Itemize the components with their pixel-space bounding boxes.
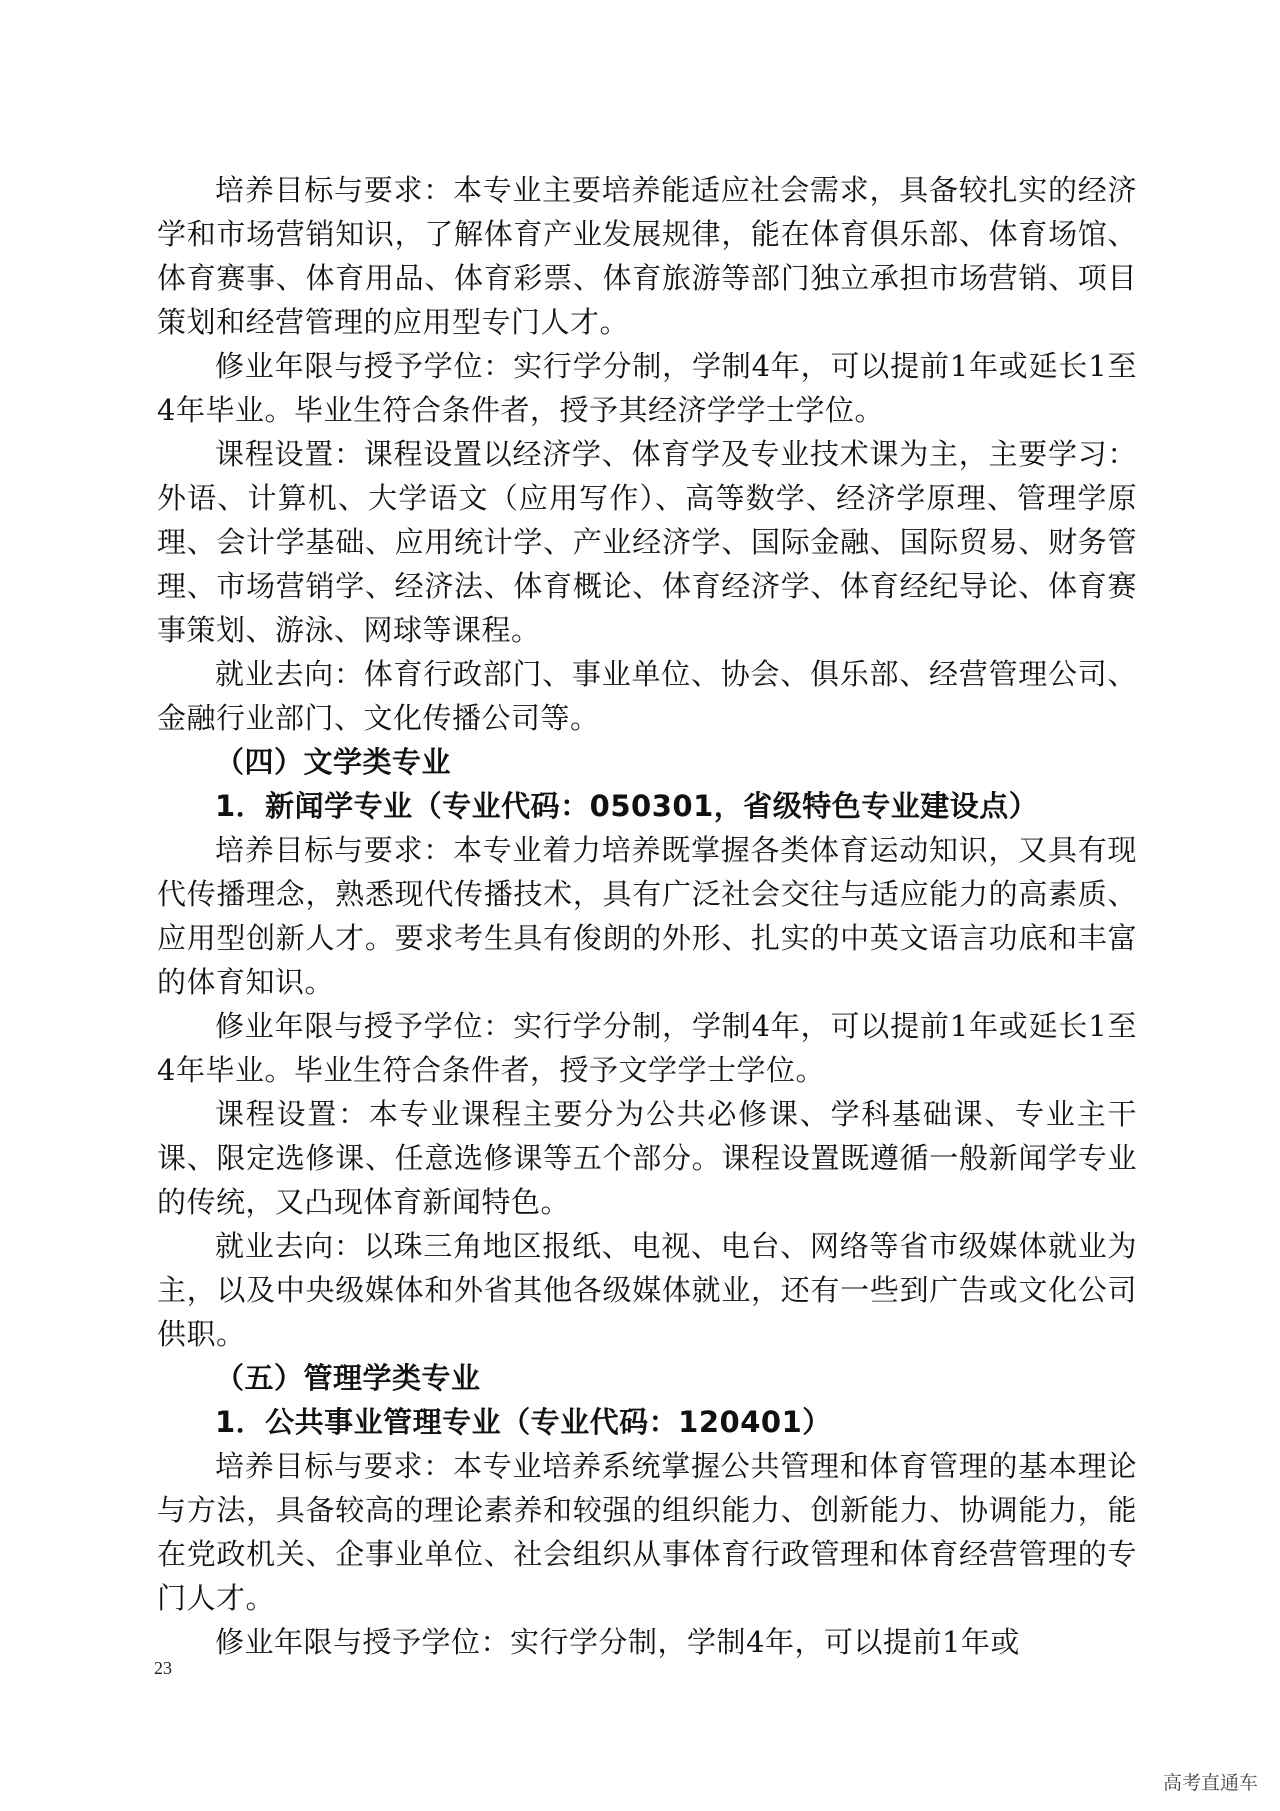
- paragraph-curriculum-journalism: 课程设置：本专业课程主要分为公共必修课、学科基础课、专业主干课、限定选修课、任意选修课等五个部分。课程设置既遵循一般新闻学专业的传统，又凸现体育新闻特色。: [157, 1097, 1137, 1219]
- body-text: [157, 168, 1137, 1664]
- paragraph-training-goals-econ: 培养目标与要求：本专业主要培养能适应社会需求，具备较扎实的经济学和市场营销知识，了解体育产业发展规律，能在体育俱乐部、体育场馆、体育赛事、体育用品、体育彩票、体育旅游等部门独立承担市场营销、项目策划和经营管理的应用型专门人才。: [157, 173, 1137, 339]
- paragraph-duration-public: 修业年限与授予学位：实行学分制，学制4年，可以提前1年或: [215, 1625, 1020, 1659]
- paragraph-training-goals-public: 培养目标与要求：本专业培养系统掌握公共管理和体育管理的基本理论与方法，具备较高的理论素养和较强的组织能力、创新能力、协调能力，能在党政机关、企事业单位、社会组织从事体育行政管理和体育经营管理的专门人才。: [157, 1449, 1137, 1615]
- page-number: 23: [154, 1658, 172, 1678]
- paragraph-curriculum-econ: 课程设置：课程设置以经济学、体育学及专业技术课为主，主要学习：外语、计算机、大学语文（应用写作）、高等数学、经济学原理、管理学原理、会计学基础、应用统计学、产业经济学、国际金融、国际贸易、财务管理、市场营销学、经济法、体育概论、体育经济学、体育经纪导论、体育赛事策划、游泳、网球等课程。: [157, 437, 1137, 647]
- paragraph-employment-econ: 就业去向：体育行政部门、事业单位、协会、俱乐部、经营管理公司、金融行业部门、文化传播公司等。: [157, 657, 1137, 735]
- section-heading-literature: （四）文学类专业: [215, 745, 452, 779]
- paragraph-duration-journalism: 修业年限与授予学位：实行学分制，学制4年，可以提前1年或延长1至4年毕业。毕业生符合条件者，授予文学学士学位。: [157, 1009, 1137, 1087]
- paragraph-duration-econ: 修业年限与授予学位：实行学分制，学制4年，可以提前1年或延长1至4年毕业。毕业生符合条件者，授予其经济学学士学位。: [157, 349, 1137, 427]
- paragraph-employment-journalism: 就业去向：以珠三角地区报纸、电视、电台、网络等省市级媒体就业为主，以及中央级媒体和外省其他各级媒体就业，还有一些到广告或文化公司供职。: [157, 1229, 1137, 1351]
- major-heading-journalism: 1．新闻学专业（专业代码：050301，省级特色专业建设点）: [215, 789, 1039, 823]
- section-heading-management: （五）管理学类专业: [215, 1361, 481, 1395]
- paragraph-training-goals-journalism: 培养目标与要求：本专业着力培养既掌握各类体育运动知识，又具有现代传播理念，熟悉现代传播技术，具有广泛社会交往与适应能力的高素质、应用型创新人才。要求考生具有俊朗的外形、扎实的中英文语言功底和丰富的体育知识。: [157, 833, 1137, 999]
- major-heading-public-affairs: 1．公共事业管理专业（专业代码：120401）: [215, 1405, 832, 1439]
- watermark: 高考直通车: [1162, 1772, 1258, 1794]
